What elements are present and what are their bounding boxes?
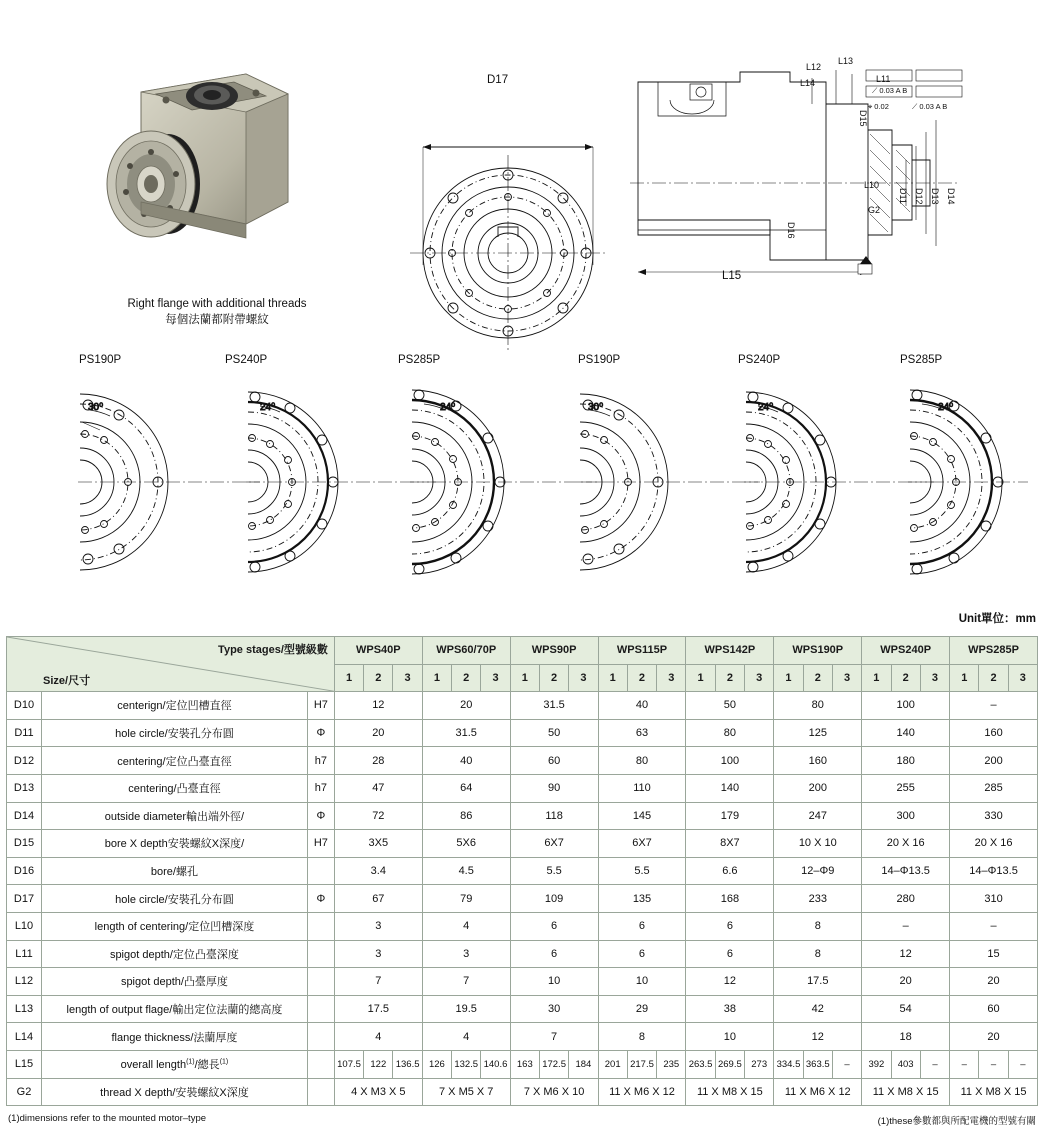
- row-value: 86: [422, 802, 510, 830]
- row-value: 50: [686, 692, 774, 720]
- table-row: [7, 912, 1038, 940]
- dim-label-l12: L12: [806, 62, 822, 72]
- dim-label-d17: D17: [487, 74, 509, 86]
- row-value: 269.5: [715, 1050, 744, 1078]
- row-value: 3.4: [334, 857, 422, 885]
- stage-7-0: 1: [950, 664, 979, 692]
- row-value: 6.6: [686, 857, 774, 885]
- row-tolerance: [307, 968, 334, 996]
- row-value: 12: [686, 968, 774, 996]
- table-body: [7, 692, 1038, 1106]
- row-tolerance: [307, 1050, 334, 1078]
- row-value: 310: [950, 885, 1038, 913]
- col-model-0: WPS40P: [334, 637, 422, 665]
- col-model-5: WPS190P: [774, 637, 862, 665]
- table-row: [7, 1050, 1038, 1078]
- row-value: –: [950, 912, 1038, 940]
- row-value: 6: [598, 940, 686, 968]
- dim-label-d12: D12: [914, 188, 924, 205]
- row-value: 273: [745, 1050, 774, 1078]
- row-value: 6: [686, 912, 774, 940]
- stage-4-1: 2: [715, 664, 744, 692]
- svg-text:24⁰: 24⁰: [260, 402, 276, 413]
- row-code: D12: [7, 747, 42, 775]
- row-value: 285: [950, 774, 1038, 802]
- row-value: 403: [891, 1050, 920, 1078]
- row-value: 29: [598, 995, 686, 1023]
- row-value: 180: [862, 747, 950, 775]
- row-value: 31.5: [510, 692, 598, 720]
- flange-label-ps285p-left: PS285P: [398, 354, 441, 366]
- row-value: 20: [950, 968, 1038, 996]
- row-value: 54: [862, 995, 950, 1023]
- row-code: D16: [7, 857, 42, 885]
- row-value: 17.5: [774, 968, 862, 996]
- row-value: –: [920, 1050, 949, 1078]
- spec-table: [6, 636, 1038, 1106]
- row-value: 19.5: [422, 995, 510, 1023]
- stage-5-0: 1: [774, 664, 803, 692]
- row-value: 3X5: [334, 830, 422, 858]
- row-label: centering/定位凸臺直徑: [42, 747, 308, 775]
- row-value: 7: [334, 968, 422, 996]
- row-value: 18: [862, 1023, 950, 1051]
- row-code: L10: [7, 912, 42, 940]
- row-value: 132.5: [452, 1050, 481, 1078]
- stage-6-0: 1: [862, 664, 891, 692]
- row-value: 107.5: [334, 1050, 363, 1078]
- col-model-6: WPS240P: [862, 637, 950, 665]
- row-value: 67: [334, 885, 422, 913]
- row-label: bore/螺孔: [42, 857, 308, 885]
- row-value: 235: [657, 1050, 686, 1078]
- row-tolerance: h7: [307, 774, 334, 802]
- row-value: 263.5: [686, 1050, 715, 1078]
- row-value: –: [1008, 1050, 1037, 1078]
- flange-label-ps285p-right: PS285P: [900, 354, 943, 366]
- row-value: 14–Φ13.5: [950, 857, 1038, 885]
- row-tolerance: [307, 912, 334, 940]
- row-code: L12: [7, 968, 42, 996]
- row-value: 363.5: [803, 1050, 832, 1078]
- stage-0-2: 3: [393, 664, 422, 692]
- row-tolerance: [307, 1078, 334, 1106]
- row-value: 4: [422, 1023, 510, 1051]
- row-value: 163: [510, 1050, 539, 1078]
- stage-1-0: 1: [422, 664, 451, 692]
- row-label: thread X depth/安裝螺紋X深度: [42, 1078, 308, 1106]
- row-tolerance: [307, 857, 334, 885]
- row-label: flange thickness/法蘭厚度: [42, 1023, 308, 1051]
- row-code: L13: [7, 995, 42, 1023]
- svg-text:30⁰: 30⁰: [88, 402, 104, 413]
- row-value: 217.5: [627, 1050, 656, 1078]
- row-value: 135: [598, 885, 686, 913]
- row-code: L15: [7, 1050, 42, 1078]
- row-value: 7 X M5 X 7: [422, 1078, 510, 1106]
- stage-3-0: 1: [598, 664, 627, 692]
- row-tolerance: H7: [307, 692, 334, 720]
- row-value: 28: [334, 747, 422, 775]
- row-value: 4.5: [422, 857, 510, 885]
- row-value: 172.5: [539, 1050, 568, 1078]
- row-value: 17.5: [334, 995, 422, 1023]
- row-value: 5.5: [598, 857, 686, 885]
- stage-6-1: 2: [891, 664, 920, 692]
- table-row: [7, 692, 1038, 720]
- gdt-box-1: ⟋ 0.03 A B: [872, 86, 908, 95]
- svg-text:30⁰: 30⁰: [588, 402, 604, 413]
- row-value: –: [950, 692, 1038, 720]
- stage-2-0: 1: [510, 664, 539, 692]
- dim-label-d16: D16: [786, 222, 796, 239]
- row-value: 200: [950, 747, 1038, 775]
- stage-7-1: 2: [979, 664, 1008, 692]
- row-label: outside diameter輸出端外徑/: [42, 802, 308, 830]
- row-tolerance: Φ: [307, 719, 334, 747]
- row-code: L14: [7, 1023, 42, 1051]
- row-value: 100: [686, 747, 774, 775]
- row-value: 20: [950, 1023, 1038, 1051]
- row-label: spigot depth/定位凸臺深度: [42, 940, 308, 968]
- row-value: 20 X 16: [950, 830, 1038, 858]
- row-value: 14–Φ13.5: [862, 857, 950, 885]
- row-value: 100: [862, 692, 950, 720]
- row-value: 47: [334, 774, 422, 802]
- row-value: 10: [598, 968, 686, 996]
- row-label: hole circle/安裝孔分布圓: [42, 719, 308, 747]
- row-value: 60: [510, 747, 598, 775]
- row-value: 255: [862, 774, 950, 802]
- row-value: 140.6: [481, 1050, 510, 1078]
- flange-label-ps190p-right: PS190P: [578, 354, 621, 366]
- row-value: 80: [598, 747, 686, 775]
- row-value: 4: [334, 1023, 422, 1051]
- stage-0-0: 1: [334, 664, 363, 692]
- table-header-row: [7, 637, 1038, 665]
- row-value: 334.5: [774, 1050, 803, 1078]
- row-tolerance: [307, 940, 334, 968]
- row-value: 6: [510, 912, 598, 940]
- row-value: 6: [686, 940, 774, 968]
- row-value: 110: [598, 774, 686, 802]
- row-value: 7 X M6 X 10: [510, 1078, 598, 1106]
- row-code: L11: [7, 940, 42, 968]
- table-row: [7, 774, 1038, 802]
- row-value: 392: [862, 1050, 891, 1078]
- row-tolerance: Φ: [307, 802, 334, 830]
- row-value: 118: [510, 802, 598, 830]
- row-value: 12: [774, 1023, 862, 1051]
- stage-2-2: 3: [569, 664, 598, 692]
- dim-label-g2: G2: [868, 205, 881, 215]
- svg-text:24⁰: 24⁰: [440, 402, 456, 413]
- row-value: 63: [598, 719, 686, 747]
- row-tolerance: h7: [307, 747, 334, 775]
- row-value: 64: [422, 774, 510, 802]
- row-value: 3: [334, 912, 422, 940]
- row-value: 126: [422, 1050, 451, 1078]
- row-value: 79: [422, 885, 510, 913]
- row-value: 40: [422, 747, 510, 775]
- row-value: 8X7: [686, 830, 774, 858]
- dim-label-d11: D11: [898, 188, 908, 204]
- header-type-size-cell: [7, 637, 335, 692]
- row-value: 200: [774, 774, 862, 802]
- row-value: 11 X M8 X 15: [950, 1078, 1038, 1106]
- col-model-4: WPS142P: [686, 637, 774, 665]
- row-value: 6: [598, 912, 686, 940]
- row-value: 10: [510, 968, 598, 996]
- row-value: 72: [334, 802, 422, 830]
- row-code: D14: [7, 802, 42, 830]
- dim-label-l14: L14: [800, 78, 816, 88]
- row-label: centerign/定位凹槽直徑: [42, 692, 308, 720]
- row-value: 125: [774, 719, 862, 747]
- row-value: 20: [422, 692, 510, 720]
- stage-1-1: 2: [452, 664, 481, 692]
- stage-1-2: 3: [481, 664, 510, 692]
- row-code: G2: [7, 1078, 42, 1106]
- header-size: Size/尺寸: [43, 675, 91, 688]
- row-value: –: [950, 1050, 979, 1078]
- row-value: 5.5: [510, 857, 598, 885]
- photo-caption-zh: 每個法蘭都附帶螺紋: [165, 314, 269, 326]
- row-value: 280: [862, 885, 950, 913]
- dim-label-l15: L15: [722, 270, 742, 282]
- row-label: length of output flage/輸出定位法蘭的總高度: [42, 995, 308, 1023]
- row-value: 184: [569, 1050, 598, 1078]
- row-value: 233: [774, 885, 862, 913]
- row-value: 8: [598, 1023, 686, 1051]
- row-tolerance: Φ: [307, 885, 334, 913]
- row-label: centering/凸臺直徑: [42, 774, 308, 802]
- col-model-3: WPS115P: [598, 637, 686, 665]
- row-value: 7: [510, 1023, 598, 1051]
- row-label: bore X depth安裝螺紋X深度/: [42, 830, 308, 858]
- row-value: 5X6: [422, 830, 510, 858]
- col-model-2: WPS90P: [510, 637, 598, 665]
- row-code: D11: [7, 719, 42, 747]
- svg-text:24⁰: 24⁰: [938, 402, 954, 413]
- header-type-stages: Type stages/型號級數: [218, 644, 328, 656]
- table-row: [7, 802, 1038, 830]
- row-value: 122: [364, 1050, 393, 1078]
- table-row: [7, 1023, 1038, 1051]
- row-value: 12: [862, 940, 950, 968]
- gearbox-photo: [96, 62, 326, 277]
- photo-caption: [72, 296, 362, 328]
- stage-0-1: 2: [364, 664, 393, 692]
- dim-label-l10: L10: [864, 180, 880, 190]
- row-value: 140: [686, 774, 774, 802]
- row-value: 11 X M6 X 12: [598, 1078, 686, 1106]
- row-value: 10 X 10: [774, 830, 862, 858]
- row-tolerance: [307, 1023, 334, 1051]
- row-value: 42: [774, 995, 862, 1023]
- col-model-1: WPS60/70P: [422, 637, 510, 665]
- svg-text:24⁰: 24⁰: [758, 402, 774, 413]
- row-value: 6X7: [510, 830, 598, 858]
- row-value: 20: [862, 968, 950, 996]
- flange-label-ps190p-left: PS190P: [79, 354, 122, 366]
- row-value: 247: [774, 802, 862, 830]
- table-row: [7, 747, 1038, 775]
- row-value: 90: [510, 774, 598, 802]
- row-value: 160: [950, 719, 1038, 747]
- row-value: 7: [422, 968, 510, 996]
- row-value: 179: [686, 802, 774, 830]
- row-value: 160: [774, 747, 862, 775]
- table-row: [7, 857, 1038, 885]
- row-value: 168: [686, 885, 774, 913]
- row-value: –: [832, 1050, 861, 1078]
- row-value: 40: [598, 692, 686, 720]
- gdt-box-3: ⟋ 0.03 A B: [912, 102, 948, 111]
- stage-3-2: 3: [657, 664, 686, 692]
- dim-label-d13: D13: [930, 188, 940, 205]
- row-tolerance: H7: [307, 830, 334, 858]
- row-value: 60: [950, 995, 1038, 1023]
- row-code: D13: [7, 774, 42, 802]
- dim-label-d15: D15: [858, 110, 868, 127]
- table-row: [7, 940, 1038, 968]
- row-value: 109: [510, 885, 598, 913]
- row-value: 30: [510, 995, 598, 1023]
- table-row: [7, 968, 1038, 996]
- row-label: spigot depth/凸臺厚度: [42, 968, 308, 996]
- row-value: 140: [862, 719, 950, 747]
- row-tolerance: [307, 995, 334, 1023]
- row-value: 31.5: [422, 719, 510, 747]
- stage-3-1: 2: [627, 664, 656, 692]
- row-value: 3: [334, 940, 422, 968]
- row-value: 20 X 16: [862, 830, 950, 858]
- row-value: 3: [422, 940, 510, 968]
- row-value: 80: [774, 692, 862, 720]
- row-value: 6X7: [598, 830, 686, 858]
- row-value: 330: [950, 802, 1038, 830]
- row-value: 145: [598, 802, 686, 830]
- row-value: 201: [598, 1050, 627, 1078]
- row-value: 38: [686, 995, 774, 1023]
- footnote-right: (1)these參數都與所配電機的型號有關: [877, 1116, 1036, 1127]
- row-label: length of centering/定位凹槽深度: [42, 912, 308, 940]
- row-value: 12–Φ9: [774, 857, 862, 885]
- row-value: 12: [334, 692, 422, 720]
- stage-6-2: 3: [920, 664, 949, 692]
- row-value: 300: [862, 802, 950, 830]
- flange-label-ps240p-right: PS240P: [738, 354, 781, 366]
- stage-4-2: 3: [745, 664, 774, 692]
- row-code: D10: [7, 692, 42, 720]
- row-value: 136.5: [393, 1050, 422, 1078]
- row-value: –: [979, 1050, 1008, 1078]
- table-row: [7, 885, 1038, 913]
- row-value: –: [862, 912, 950, 940]
- footnote-left: (1)dimensions refer to the mounted motor–type: [8, 1113, 207, 1124]
- row-value: 11 X M8 X 15: [686, 1078, 774, 1106]
- row-value: 15: [950, 940, 1038, 968]
- row-value: 4: [422, 912, 510, 940]
- table-row: [7, 719, 1038, 747]
- row-label: overall length$^{(1)}$/總長$^{(1)}$: [42, 1050, 308, 1078]
- row-code: D17: [7, 885, 42, 913]
- row-value: 8: [774, 912, 862, 940]
- row-value: 80: [686, 719, 774, 747]
- table-row: [7, 830, 1038, 858]
- photo-caption-en: Right flange with additional threads: [127, 298, 307, 310]
- dim-label-l11: L11: [876, 74, 891, 84]
- dim-label-l13: L13: [838, 56, 854, 66]
- row-value: 10: [686, 1023, 774, 1051]
- row-label: hole circle/安裝孔分布圓: [42, 885, 308, 913]
- stage-4-0: 1: [686, 664, 715, 692]
- stage-7-2: 3: [1008, 664, 1037, 692]
- row-value: 11 X M8 X 15: [862, 1078, 950, 1106]
- col-model-7: WPS285P: [950, 637, 1038, 665]
- unit-note: Unit單位：mm: [958, 613, 1036, 625]
- row-code: D15: [7, 830, 42, 858]
- table-row: [7, 995, 1038, 1023]
- stage-5-2: 3: [832, 664, 861, 692]
- row-value: 50: [510, 719, 598, 747]
- row-value: 20: [334, 719, 422, 747]
- row-value: 6: [510, 940, 598, 968]
- gdt-box-2: ⌖ 0.02: [868, 102, 889, 111]
- row-value: 8: [774, 940, 862, 968]
- row-value: 11 X M6 X 12: [774, 1078, 862, 1106]
- flange-label-ps240p-left: PS240P: [225, 354, 268, 366]
- row-value: 4 X M3 X 5: [334, 1078, 422, 1106]
- table-row: [7, 1078, 1038, 1106]
- dim-label-d14: D14: [946, 188, 956, 205]
- stage-5-1: 2: [803, 664, 832, 692]
- stage-2-1: 2: [539, 664, 568, 692]
